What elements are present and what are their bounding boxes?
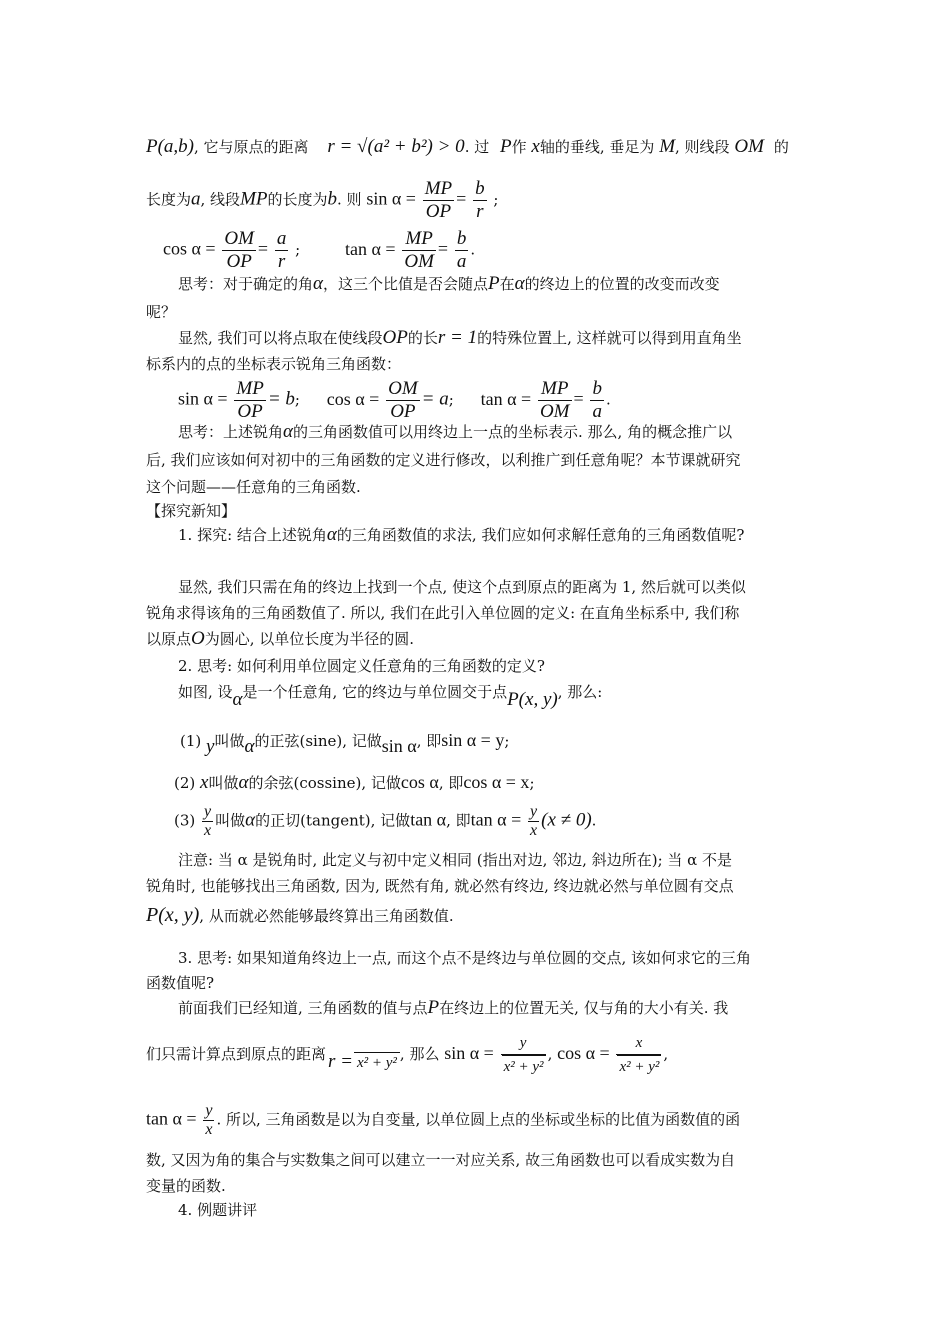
before-line1: 前面我们已经知道, 三角函数的值与点P在终边上的位置无关, 仅与角的大小有关. 我: [178, 997, 729, 1018]
obvious2-line3: 以原点O为圆心, 以单位长度为半径的圆.: [146, 628, 415, 649]
fraction-y-x-3: $\frac{y}{x}$: [205, 1102, 213, 1138]
fraction-y-sqrt: $\frac{y}{\text{x² + y²}}$: [501, 1032, 546, 1078]
fraction-y-x: $\frac{y}{x}$: [204, 803, 212, 839]
fraction-om-op-2: $\frac{OM}{OP}$: [388, 378, 418, 422]
fraction-mp-op: $\frac{MP}{OP}$: [424, 178, 453, 222]
fraction-a-r: $\frac{a}{r}$: [276, 228, 287, 272]
fraction-x-sqrt: $\frac{x}{\text{x² + y²}}$: [616, 1032, 661, 1078]
paragraph-length-line: 长度为a, 线段MP的长度为b. 则 sin α = $\frac{MP}{OP}$ = $\frac{b}{r}$ ;: [146, 178, 499, 222]
explore1-line: 1. 探究: 结合上述锐角α的三角函数值的求法, 我们应如何求解任意角的三角函数值呢?: [178, 524, 745, 545]
tan-conclusion-line1: tan α = $\frac{y}{x}$ . 所以, 三角函数是以为自变量, 以单位圆上点的坐标或坐标的比值为函数值的函: [146, 1102, 741, 1138]
fraction-b-a-2: $\frac{b}{a}$: [592, 378, 602, 422]
think2-line3: 这个问题——任意角的三角函数.: [146, 478, 361, 496]
unit-formulas: sin α = $\frac{MP}{OP}$ = b; cos α = $\frac{OM}{OP}$ = a; tan α = $\frac{MP}{OM}$ = $\frac{b}{a}$ .: [178, 378, 611, 422]
think4-line2: 函数值呢?: [146, 974, 215, 992]
fraction-b-r: $\frac{b}{r}$: [475, 178, 485, 222]
paragraph-distance-line: P(a,b), 它与原点的距离 r = √(a² + b²) > 0. 过 P作 x轴的垂线, 垂足为 M, 则线段 OM 的: [146, 136, 789, 157]
think4-line1: 3. 思考: 如果知道角终边上一点, 而这个点不是终边与单位圆的交点, 该如何求它的三角: [178, 949, 751, 967]
fraction-mp-om: $\frac{MP}{OM}$: [404, 228, 434, 272]
definition-sine: (1) y叫做α的正弦(sine), 记做sin α, 即sin α = y;: [180, 730, 510, 757]
obvious1-line2: 标系内的点的坐标表示锐角三角函数：: [146, 355, 402, 373]
example-heading: 4. 例题讲评: [178, 1201, 258, 1219]
note-line1: 注意: 当 α 是锐角时, 此定义与初中定义相同 (指出对边, 邻边, 斜边所在); 当 α 不是: [178, 851, 733, 869]
sqrt-x2-y2: x² + y²: [354, 1052, 400, 1073]
note-line2: 锐角时, 也能够找出三角函数, 因为, 既然有角, 就必然有终边, 终边就必然与单位圆有交点: [146, 877, 734, 895]
obvious2-line2: 锐角求得该角的三角函数值了. 所以, 我们在此引入单位圆的定义: 在直角坐标系中, 我们称: [146, 604, 740, 622]
fraction-mp-om-2: $\frac{MP}{OM}$: [539, 378, 570, 422]
fraction-mp-op-2: $\frac{MP}{OP}$: [236, 378, 264, 422]
before-line2: 们只需计算点到原点的距离 r = x² + y² , 那么 sin α = $\frac{y}{\text{x² + y²}}$ , cos α = $\frac{x}{\text{x² + y²}}$ ,: [146, 1032, 668, 1078]
obvious1-line1: 显然, 我们可以将点取在使线段OP的长r = 1的特殊位置上, 这样就可以得到用直角坐: [178, 327, 742, 348]
fraction-b-a: $\frac{b}{a}$: [456, 228, 467, 272]
think3-line2: 如图, 设α是一个任意角, 它的终边与单位圆交于点P(x, y), 那么:: [178, 683, 603, 710]
tan-conclusion-line2: 数, 又因为角的集合与实数集之间可以建立一一对应关系, 故三角函数也可以看成实数为自: [146, 1151, 736, 1169]
tan-conclusion-line3: 变量的函数.: [146, 1177, 226, 1195]
distance-formula: r = √(a² + b²) > 0: [327, 136, 465, 157]
think3-title: 2. 思考: 如何利用单位圆定义任意角的三角函数的定义?: [178, 657, 545, 675]
think2-line2: 后, 我们应该如何对初中的三角函数的定义进行修改，以利推广到任意角呢？本节课就研究: [146, 451, 741, 469]
obvious2-line1: 显然, 我们只需在角的终边上找到一个点, 使这个点到原点的距离为 1, 然后就可以类似: [178, 578, 746, 596]
point-p-ab: P(a,b): [146, 136, 195, 157]
fraction-om-op: $\frac{OM}{OP}$: [224, 228, 254, 272]
sin-formula-lhs: sin α =: [366, 188, 416, 209]
fraction-y-x-2: $\frac{y}{x}$: [530, 803, 538, 839]
definition-cosine: (2) x叫做α的余弦(cossine), 记做cos α, 即cos α = x;: [174, 772, 535, 793]
think1-line1: 思考：对于确定的角α，这三个比值是否会随点P在α的终边上的位置的改变而改变: [178, 273, 720, 294]
note-line3: P(x, y), 从而就必然能够最终算出三角函数值.: [146, 904, 454, 926]
definition-tangent: (3) $\frac{y}{x}$ 叫做α的正切(tangent), 记做tan α, 即tan α = $\frac{y}{x}$ (x ≠ 0).: [174, 803, 597, 839]
cos-tan-formulas: cos α = $\frac{OM}{OP}$ = $\frac{a}{r}$ ; tan α = $\frac{MP}{OM}$ = $\frac{b}{a}$ .: [163, 228, 476, 272]
section-title: 【探究新知】: [146, 502, 237, 520]
think1-line2: 呢？: [146, 303, 177, 321]
think2-line1: 思考：上述锐角α的三角函数值可以用终边上一点的坐标表示. 那么, 角的概念推广以: [178, 421, 733, 442]
